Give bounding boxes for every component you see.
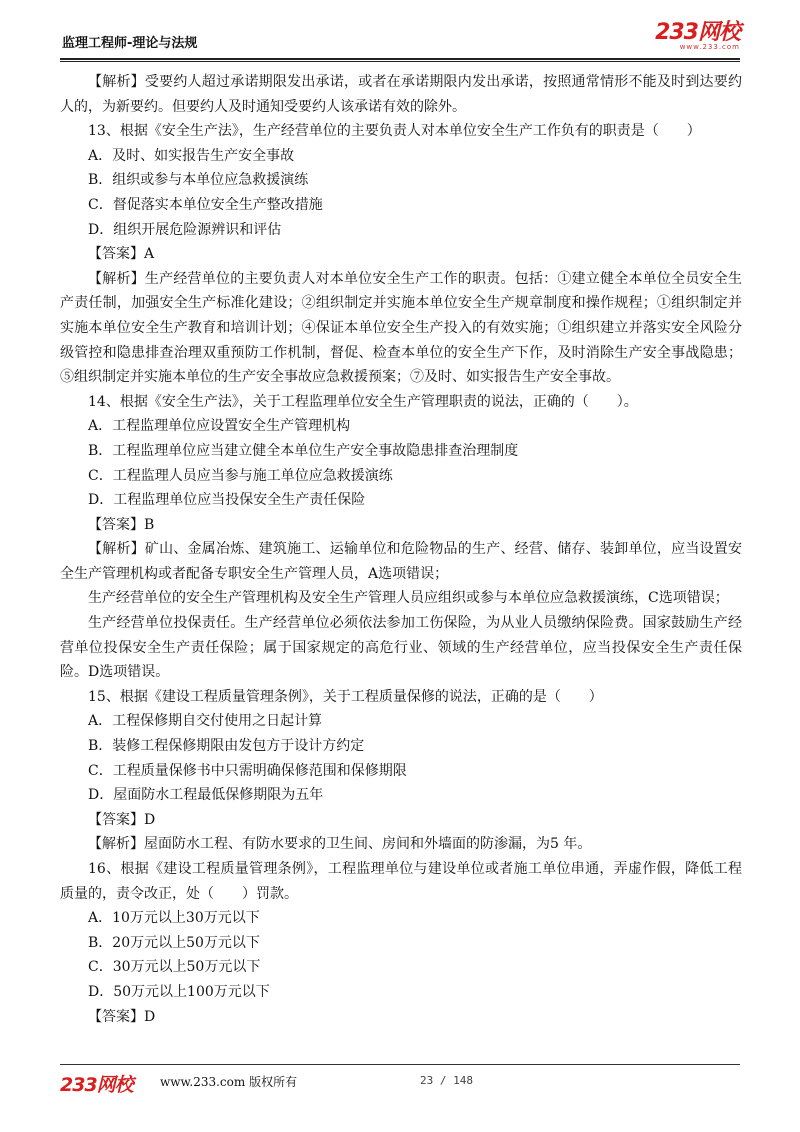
- text-paragraph: 【解析】受要约人超过承诺期限发出承诺，或者在承诺期限内发出承诺，按照通常情形不能及时到达要约人的，为新要约。但要约人及时通知受要约人该承诺有效的除外。: [60, 74, 742, 115]
- logo-text: 233网校: [655, 20, 740, 45]
- text-paragraph: 15、根据《建设工程质量管理条例》，关于工程质量保修的说法，正确的是（ ）: [88, 688, 603, 705]
- logo-url: www.233.com: [679, 43, 740, 51]
- text-paragraph: 【解析】屋面防水工程、有防水要求的卫生间、房间和外墙面的防渗漏，为5 年。: [88, 836, 592, 853]
- text-paragraph: 【答案】A: [88, 246, 155, 263]
- answer-option: C．30万元以上50万元以下: [88, 959, 261, 976]
- answer-option: C．工程质量保修书中只需明确保修范围和保修期限: [88, 762, 407, 779]
- text-paragraph: 生产经营单位的安全生产管理机构及安全生产管理人员应组织或参与本单位应急救援演练，C选项错误；: [88, 590, 729, 607]
- text-paragraph: 16、根据《建设工程质量管理条例》，工程监理单位与建设单位或者施工单位串通，弄虚作假，降低工程质量的，责令改正，处（ ）罚款。: [60, 861, 742, 902]
- text-paragraph: 【解析】矿山、金属冶炼、建筑施工、运输单位和危险物品的生产、经营、储存、装卸单位，应当设置安全生产管理机构或者配备专职安全生产管理人员，A选项错误；: [60, 541, 742, 582]
- answer-option: D．屋面防水工程最低保修期限为五年: [88, 787, 324, 804]
- page-header: [60, 22, 740, 56]
- footer-divider: [60, 1064, 740, 1065]
- text-paragraph: 13、根据《安全生产法》，生产经营单位的主要负责人对本单位安全生产工作负有的职责是（ ）: [88, 123, 701, 140]
- answer-option: C．工程监理人员应当参与施工单位应急救援演练: [88, 467, 393, 484]
- text-paragraph: 【解析】生产经营单位的主要负责人对本单位安全生产工作的职责。包括：①建立健全本单位全员安全生产责任制，加强安全生产标准化建设；②组织制定并实施本单位安全生产规章制度和操作规程；①组织制定并实施本单位安全生产教育和培训计划；④保证本单位安全生产投入的有效实施；①组织建立并落实安全风险分级管控和隐患排查治理双重预防工作机制，督促、检查本单位的安全生产下作，及时消除生产安全事战隐患；⑤组织制定并实施本单位的生产安全事故应急救援预案；⑦及时、如实报告生产安全事故。: [60, 270, 742, 386]
- answer-option: B．20万元以上50万元以下: [88, 934, 260, 951]
- text-paragraph: 【答案】B: [88, 516, 155, 533]
- answer-option: D．50万元以上100万元以下: [88, 983, 270, 1000]
- brand-logo: [655, 22, 740, 51]
- text-paragraph: 【答案】D: [88, 811, 156, 828]
- answer-option: A．10万元以上30万元以下: [88, 910, 260, 927]
- answer-option: D．工程监理单位应当投保安全生产责任保险: [88, 492, 366, 509]
- header-divider: [60, 58, 740, 62]
- text-paragraph: 生产经营单位投保责任。生产经营单位必须依法参加工伤保险，为从业人员缴纳保险费。国家鼓励生产经营单位投保安全生产责任保险；属于国家规定的高危行业、领域的生产经营单位，应当投保安全生产责任保险。D选项错误。: [60, 615, 742, 681]
- answer-option: B．装修工程保修期限由发包方于设计方约定: [88, 738, 365, 755]
- answer-option: A．及时、如实报告生产安全事故: [88, 147, 295, 164]
- answer-option: C．督促落实本单位安全生产整改措施: [88, 196, 323, 213]
- copyright-text: www.233.com 版权所有: [160, 1075, 298, 1089]
- answer-option: A．工程保修期自交付使用之日起计算: [88, 713, 323, 730]
- document-title: 监理工程师-理论与法规: [62, 36, 198, 51]
- document-body: [60, 70, 742, 1029]
- answer-option: A．工程监理单位应设置安全生产管理机构: [88, 418, 351, 435]
- answer-option: B．组织或参与本单位应急救援演练: [88, 172, 309, 189]
- text-paragraph: 【答案】D: [88, 1008, 156, 1025]
- page-footer: [60, 1064, 740, 1104]
- page-number: 23 / 148: [420, 1074, 473, 1087]
- answer-option: B．工程监理单位应当建立健全本单位生产安全事故隐患排查治理制度: [88, 442, 519, 459]
- answer-option: D．组织开展危险源辨识和评估: [88, 221, 282, 238]
- text-paragraph: 14、根据《安全生产法》，关于工程监理单位安全生产管理职责的说法，正确的（ ）。: [88, 393, 638, 410]
- footer-logo: 233网校: [60, 1074, 133, 1096]
